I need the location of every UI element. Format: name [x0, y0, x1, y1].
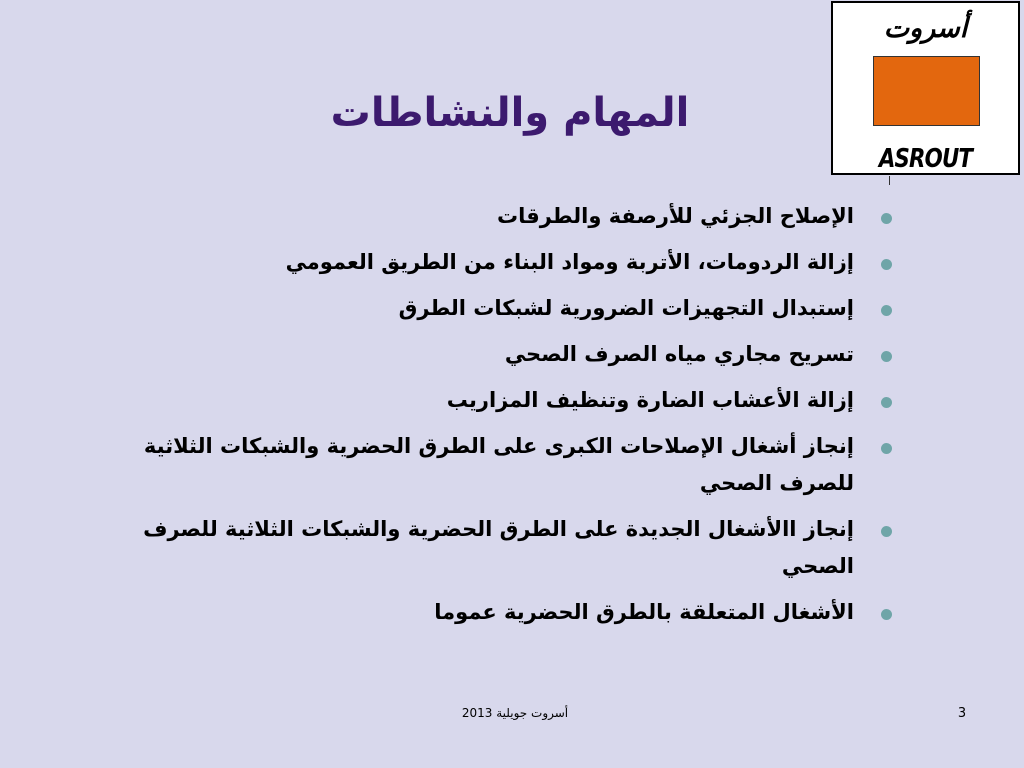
bullet-text: إستبدال التجهيزات الضرورية لشبكات الطرق: [398, 296, 854, 320]
logo-orange-square: [873, 56, 980, 126]
bullet-item: [68, 511, 900, 585]
bullet-item: [68, 198, 900, 235]
bullet-dot-icon: [881, 609, 892, 620]
bullet-text: إزالة الردومات، الأتربة ومواد البناء من الطريق العمومي: [285, 250, 854, 274]
bullet-text: إزالة الأعشاب الضارة وتنظيف المزاريب: [446, 388, 854, 412]
bullet-dot-icon: [881, 526, 892, 537]
page-number: 3: [957, 706, 967, 721]
bullet-dot-icon: [881, 397, 892, 408]
slide-title: المهام والنشاطات: [330, 90, 690, 136]
bullet-item: [68, 382, 900, 419]
bullet-item: [68, 594, 900, 631]
bullet-list: [68, 198, 900, 640]
logo-tick-mark: [889, 176, 890, 185]
bullet-text: الأشغال المتعلقة بالطرق الحضرية عموما: [434, 600, 854, 624]
bullet-item: [68, 336, 900, 373]
bullet-dot-icon: [881, 259, 892, 270]
bullet-text: تسريح مجاري مياه الصرف الصحي: [504, 342, 854, 366]
bullet-dot-icon: [881, 305, 892, 316]
company-logo: [831, 1, 1020, 175]
bullet-item: [68, 290, 900, 327]
bullet-dot-icon: [881, 443, 892, 454]
bullet-item: [68, 244, 900, 281]
bullet-text: الإصلاح الجزئي للأرصفة والطرقات: [496, 204, 854, 228]
logo-latin-name: ASROUT: [878, 144, 973, 174]
bullet-dot-icon: [881, 213, 892, 224]
bullet-text: إنجاز االأشغال الجديدة على الطرق الحضرية والشبكات الثلاثية للصرف الصحي: [143, 517, 854, 578]
bullet-text: إنجاز أشغال الإصلاحات الكبرى على الطرق الحضرية والشبكات الثلاثية للصرف الصحي: [143, 434, 854, 495]
footer-text: أسروت جويلية 2013: [461, 706, 569, 720]
logo-arabic-name: أسروت: [883, 13, 968, 44]
bullet-item: [68, 428, 900, 502]
bullet-dot-icon: [881, 351, 892, 362]
